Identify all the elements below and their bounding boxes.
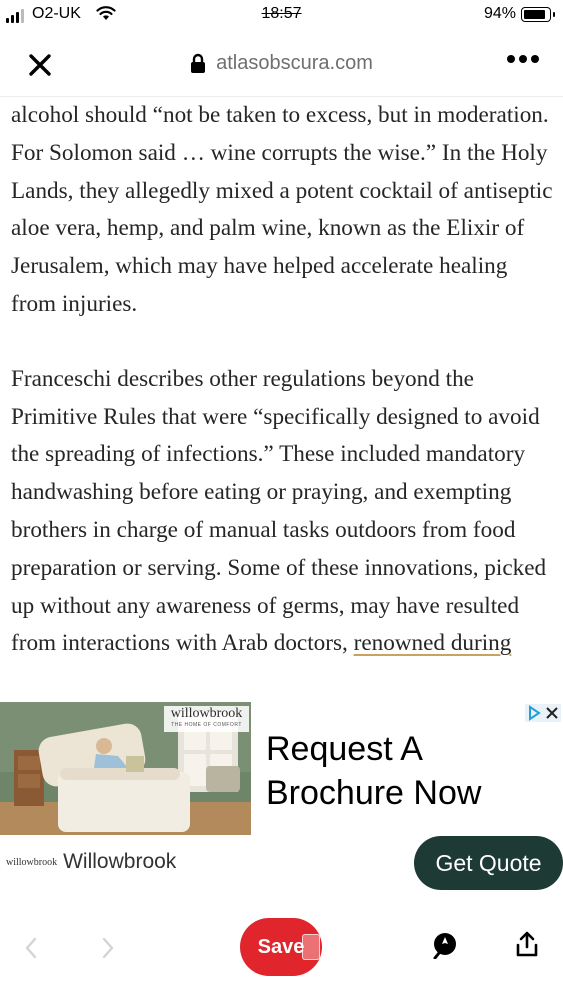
battery-icon — [521, 7, 551, 22]
clock: 18:57 — [261, 5, 302, 22]
save-button[interactable] — [240, 918, 322, 976]
url-domain: atlasobscura.com — [216, 52, 373, 74]
chevron-right-icon[interactable] — [101, 937, 115, 959]
article-link[interactable]: renowned during — [353, 630, 512, 657]
article-paragraph: alcohol should “not be taken to excess, but in moderation. For Solomon said … wine corrupts the wise.” In the Holy Lands, they allegedly mixed a potent cocktail of antiseptic aloe vera, hemp, and palm wine, known as the Elixir of Jerusalem, which may have helped accelerate healing from injuries. — [11, 102, 553, 317]
more-icon[interactable] — [507, 55, 539, 63]
get-quote-button[interactable]: Get Quote — [414, 836, 563, 890]
share-icon[interactable] — [515, 930, 539, 958]
save-button-label: Save — [257, 935, 305, 958]
address-field[interactable] — [0, 52, 563, 75]
status-bar — [0, 0, 563, 30]
article-body — [11, 97, 556, 663]
document-icon — [302, 934, 320, 960]
battery-percentage: 94% — [483, 5, 516, 22]
browser-url-bar — [0, 30, 563, 97]
ad-advertiser[interactable] — [6, 850, 176, 874]
ad-advertiser-logo: willowbrook — [6, 856, 58, 868]
ad-headline[interactable]: Request A Brochure Now — [266, 730, 482, 812]
compass-icon[interactable] — [432, 931, 458, 959]
advertisement[interactable] — [0, 702, 563, 895]
article-paragraph-text: Franceschi describes other regulations beyond the Primitive Rules that were “specifically designed to avoid the spreading of infections.” These included mandatory handwashing before eating or praying, and exempting brothers in charge of manual tasks outdoors from food preparation or serving. Some of these innovations, picked up without any awareness of germs, may have resulted from interactions with Arab doctors, — [11, 365, 547, 657]
bottom-toolbar — [0, 900, 563, 1000]
ad-image[interactable] — [0, 702, 251, 835]
ad-choices[interactable] — [525, 704, 561, 722]
carrier-name: O2-UK — [32, 5, 81, 22]
ad-advertiser-name: Willowbrook — [63, 850, 177, 873]
lock-icon — [190, 53, 206, 74]
ad-choices-icon[interactable] — [525, 704, 543, 722]
ad-image-logo: willowbrook THE HOME OF COMFORT — [164, 706, 249, 732]
chevron-left-icon[interactable] — [24, 937, 38, 959]
article-paragraph — [11, 361, 556, 663]
ad-close-icon[interactable] — [543, 704, 561, 722]
